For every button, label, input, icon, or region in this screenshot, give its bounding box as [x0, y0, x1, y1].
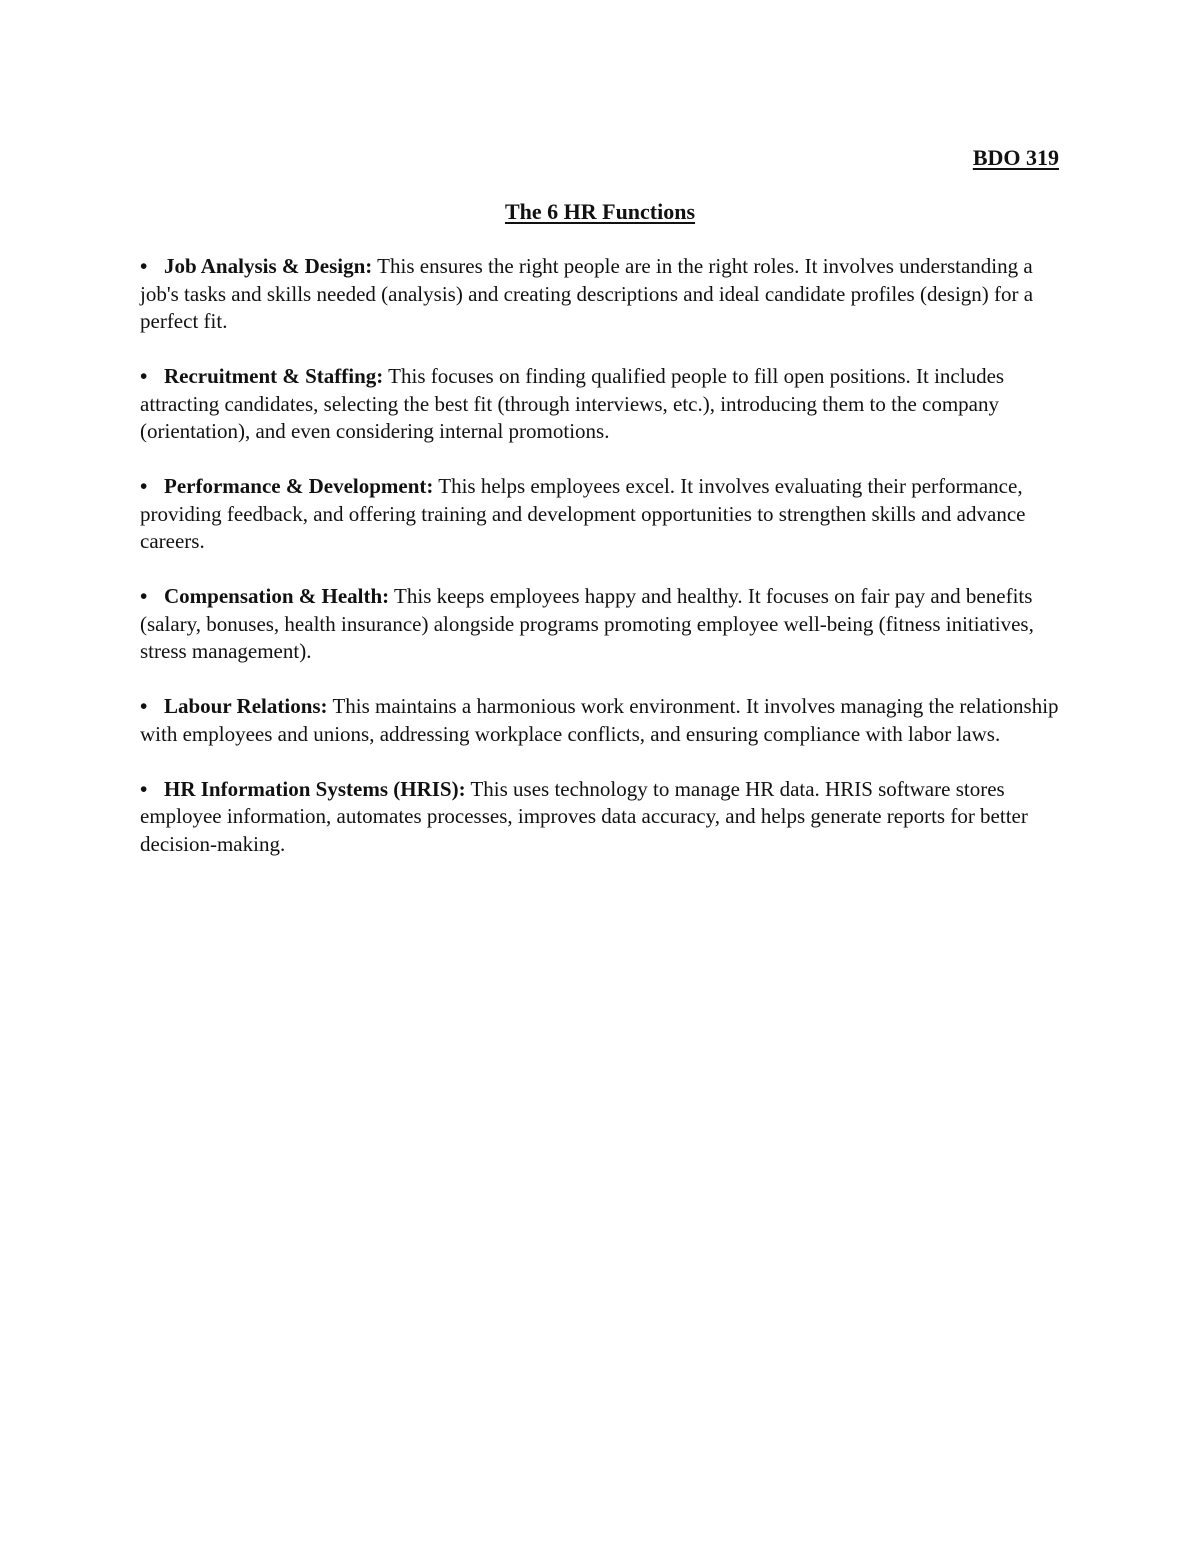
list-item — [140, 693, 1065, 748]
function-description: This uses technology to manage HR data. HRIS software stores employee information, automates processes, improves data accuracy, and helps generate reports for better decision-making. — [140, 776, 1028, 856]
list-item — [140, 583, 1065, 666]
function-term: HR Information Systems (HRIS): — [164, 776, 466, 801]
function-term: Compensation & Health: — [164, 584, 390, 608]
bullet-icon: • — [140, 584, 148, 608]
bullet-icon: • — [140, 694, 148, 718]
function-term: Performance & Development: — [164, 474, 434, 498]
page-title: The 6 HR Functions — [504, 199, 696, 224]
bullet-icon: • — [140, 364, 148, 388]
list-item — [140, 776, 1065, 859]
bullet-icon: • — [140, 474, 148, 498]
course-code: BDO 319 — [972, 145, 1059, 170]
list-item — [140, 473, 1065, 556]
function-description: This ensures the right people are in the right roles. It involves understanding a job's tasks and skills needed (analysis) and creating descriptions and ideal candidate profiles (design) for a perfect fit. — [140, 254, 1034, 333]
list-item — [140, 253, 1065, 336]
bullet-icon: • — [140, 776, 148, 801]
function-term: Labour Relations: — [164, 694, 328, 718]
bullet-icon: • — [140, 254, 148, 278]
function-term: Job Analysis & Design: — [164, 254, 373, 278]
function-term: Recruitment & Staffing: — [164, 364, 384, 388]
hr-functions-list — [140, 253, 1065, 886]
list-item — [140, 363, 1065, 446]
function-description: This keeps employees happy and healthy. It focuses on fair pay and benefits (salary, bonuses, health insurance) alongside programs promoting employee well-being (fitness initiatives, stress management). — [140, 584, 1034, 663]
function-description: This maintains a harmonious work environment. It involves managing the relationship with employees and unions, addressing workplace conflicts, and ensuring compliance with labor laws. — [140, 694, 1059, 746]
function-description: This focuses on finding qualified people to fill open positions. It includes attracting candidates, selecting the best fit (through interviews, etc.), introducing them to the company (orientation), and even considering internal promotions. — [140, 364, 1005, 443]
function-description: This helps employees excel. It involves evaluating their performance, providing feedback, and offering training and development opportunities to strengthen skills and advance careers. — [140, 474, 1026, 553]
